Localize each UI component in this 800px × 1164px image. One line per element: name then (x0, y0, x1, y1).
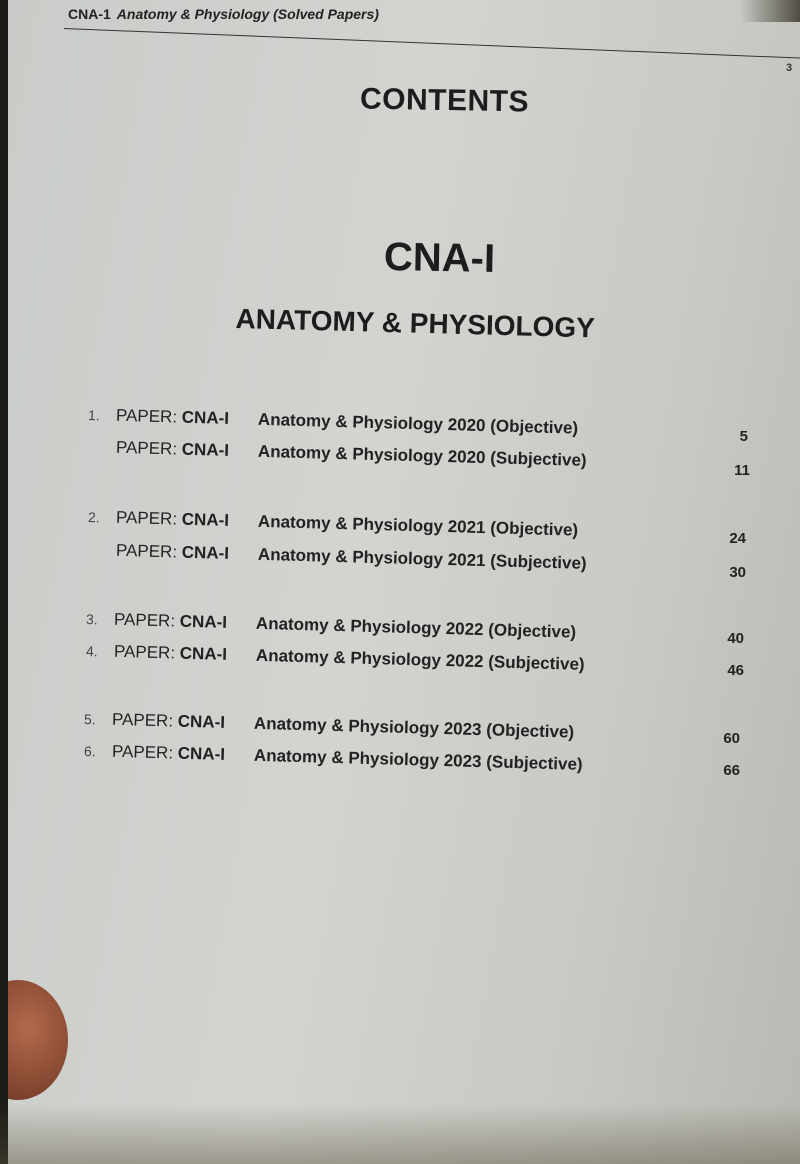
toc-entry-number: 5. (83, 711, 96, 728)
toc-entry-code: CNA-I (177, 711, 226, 732)
toc-entry-prefix: PAPER: (115, 437, 178, 459)
page-edge-shadow (740, 0, 800, 22)
toc-entry-code: CNA-I (181, 542, 230, 563)
toc-entry-paper (114, 610, 257, 634)
contents-heading: CONTENTS (359, 82, 530, 119)
toc-entry-number: 2. (87, 509, 100, 526)
running-header (68, 6, 379, 22)
toc-entry-prefix: PAPER: (115, 507, 178, 529)
toc-entry-page: 40 (727, 630, 744, 647)
toc-entry-title: Anatomy & Physiology 2020 (Objective) (257, 409, 579, 438)
section-code-heading: CNA-I (383, 235, 496, 281)
toc-entry-page: 11 (734, 462, 750, 479)
toc-entry-page: 24 (729, 530, 746, 547)
toc-entry-paper (112, 742, 255, 766)
toc-entry-number: 3. (85, 611, 98, 628)
header-code: CNA-1 (68, 6, 111, 22)
toc-entry-code: CNA-I (179, 611, 228, 632)
toc-entry-prefix: PAPER: (111, 709, 174, 731)
toc-entry-paper (116, 406, 259, 430)
toc-entry-prefix: PAPER: (115, 405, 178, 427)
toc-entry-prefix: PAPER: (113, 641, 176, 663)
toc-entry-page: 46 (727, 662, 744, 679)
toc-entry-number (88, 447, 116, 448)
toc-entry (88, 434, 587, 474)
header-book-title: Anatomy & Physiology (Solved Papers) (116, 6, 379, 22)
toc-entry-title: Anatomy & Physiology 2022 (Subjective) (255, 645, 585, 674)
toc-entry-number (88, 550, 116, 551)
toc-entry-number: 6. (83, 743, 96, 760)
toc-entry-code: CNA-I (181, 407, 230, 428)
toc-entry (88, 537, 587, 577)
page-number: 3 (786, 62, 793, 74)
toc-entry-title: Anatomy & Physiology 2021 (Subjective) (257, 544, 587, 573)
finger-photo-artifact (8, 980, 68, 1100)
toc-entry-title: Anatomy & Physiology 2022 (Objective) (255, 613, 577, 642)
toc-entry-page: 30 (729, 564, 746, 581)
toc-entry-paper (112, 710, 255, 734)
bottom-shadow (0, 1104, 800, 1164)
toc-entry-number: 4. (85, 643, 98, 660)
toc-entry-paper (116, 438, 259, 462)
toc-entry-code: CNA-I (181, 439, 230, 460)
toc-entry-code: CNA-I (179, 643, 228, 664)
toc-entry-number: 1. (87, 407, 100, 424)
toc-entry-prefix: PAPER: (115, 540, 178, 562)
toc-entry-paper (116, 541, 259, 565)
toc-entry-code: CNA-I (177, 743, 226, 764)
toc-entry-title: Anatomy & Physiology 2021 (Objective) (257, 511, 579, 540)
section-subject-heading: ANATOMY & PHYSIOLOGY (235, 303, 596, 344)
toc-entry-prefix: PAPER: (113, 609, 176, 631)
toc-entry (86, 638, 585, 678)
toc-entry-page: 60 (723, 730, 740, 747)
toc-entry-page: 66 (723, 762, 740, 779)
toc-entry (88, 504, 579, 544)
toc-entry-code: CNA-I (181, 509, 230, 530)
toc-entry-title: Anatomy & Physiology 2023 (Subjective) (253, 745, 583, 774)
header-rule (64, 28, 800, 59)
toc-entry-page: 5 (739, 428, 748, 445)
toc-entry-title: Anatomy & Physiology 2020 (Subjective) (257, 441, 587, 470)
toc-entry-paper (116, 508, 259, 532)
toc-entry (84, 738, 583, 778)
toc-entry-paper (114, 642, 257, 666)
toc-entry-title: Anatomy & Physiology 2023 (Objective) (253, 713, 575, 742)
book-page (8, 0, 800, 1164)
toc-entry-prefix: PAPER: (111, 741, 174, 763)
